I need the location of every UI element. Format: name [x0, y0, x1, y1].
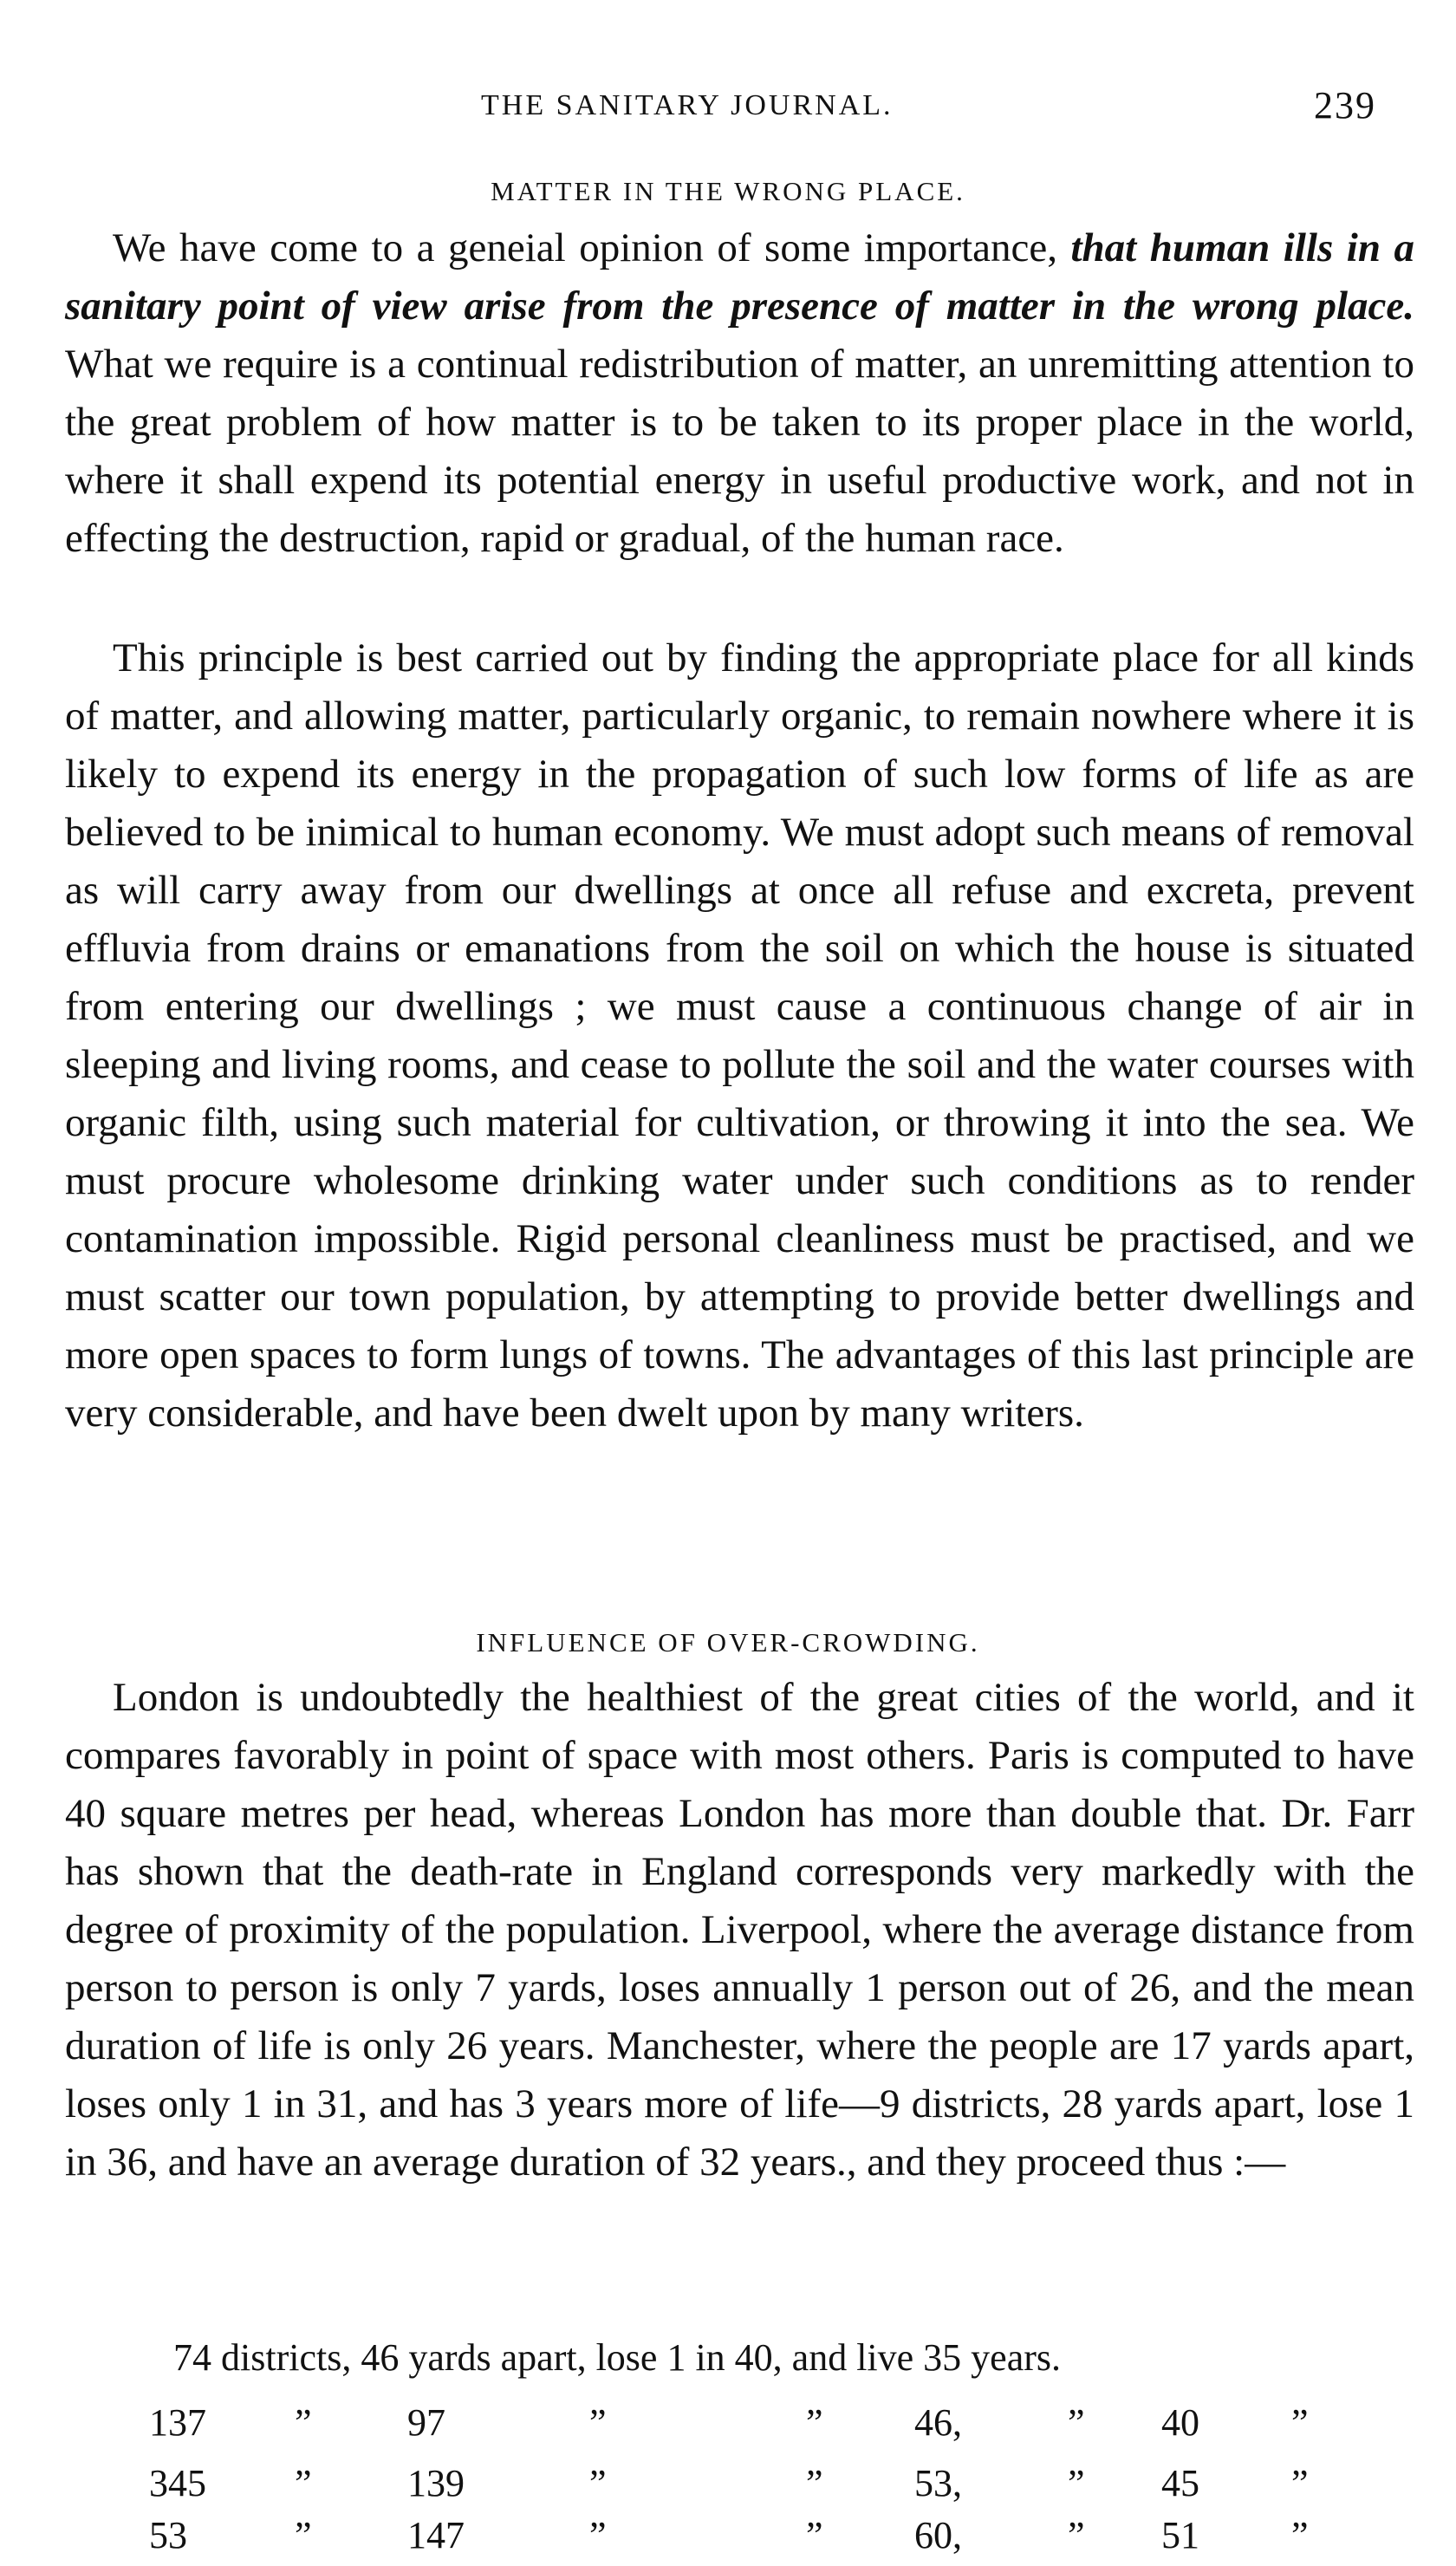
italic-emphasis: that human ills in a sanitary point of view arise from the presence of matter in the wrong place.	[65, 225, 1414, 329]
districts-cell: 345	[149, 2462, 206, 2504]
paragraph-matter-2: This principle is best carried out by finding the appropriate place for all kinds of matter, and allowing matter, particularly organic, to remain nowhere where it is likely to expend its energy in the propagation of such low forms of life as are believed to be inimical to human economy. We must adopt such means of removal as will carry away from our dwellings at once all refuse and excreta, prevent effluvia from drains or emanations from the soil on which the house is situated from entering our dwellings ; we must cause a continuous change of air in sleeping and living rooms, and cease to pollute the soil and the water courses with organic filth, using such material for cultivation, or throwing it into the sea. We must procure wholesome drinking water under such conditions as to render contamination impossible. Rigid personal cleanliness must be practised, and we must scatter our town population, by attempting to provide better dwellings and more open spaces to form lungs of towns. The advantages of this last principle are very considerable, and have been dwelt upon by many writers.	[65, 635, 1414, 1436]
ditto-mark: ”	[295, 2401, 312, 2444]
running-head	[0, 80, 1456, 132]
paragraph-overcrowding-1: London is undoubtedly the healthiest of the great cities of the world, and it compares favorably in point of space with most others. Paris is computed to have 40 square metres per head, whereas London has more than double that. Dr. Farr has shown that the death-rate in England corresponds very markedly with the degree of proximity of the population. Liverpool, where the average distance from person to person is only 7 yards, loses annually 1 person out of 26, and the mean duration of life is only 26 years. Manchester, where the people are 17 yards apart, loses only 1 in 31, and has 3 years more of life—9 districts, 28 yards apart, lose 1 in 36, and have an average duration of 32 years., and they proceed thus :—	[65, 1675, 1414, 2185]
ditto-mark: ”	[589, 2401, 607, 2444]
live-cell: 51	[1161, 2514, 1199, 2556]
ditto-mark: ”	[806, 2401, 823, 2444]
yards-cell: 139	[407, 2462, 465, 2504]
table-first-row: 74 districts, 46 yards apart, lose 1 in 40, and live 35 years.	[173, 2336, 1062, 2379]
running-title: THE SANITARY JOURNAL.	[481, 89, 894, 121]
paragraph-text: We have come to a geneial opinion of some importance,	[113, 225, 1071, 270]
lose-cell: 53,	[914, 2462, 962, 2504]
yards-cell: 97	[407, 2401, 445, 2444]
ditto-mark: ”	[1291, 2462, 1309, 2504]
ditto-mark: ”	[295, 2514, 312, 2556]
ditto-mark: ”	[1068, 2514, 1085, 2556]
ditto-mark: ”	[806, 2462, 823, 2504]
live-cell: 40	[1161, 2401, 1199, 2444]
lose-cell: 46,	[914, 2401, 962, 2444]
section-heading-matter: MATTER IN THE WRONG PLACE.	[491, 176, 965, 206]
section-heading-overcrowding: INFLUENCE OF OVER-CROWDING.	[476, 1627, 980, 1657]
ditto-mark: ”	[1291, 2514, 1309, 2556]
ditto-mark: ”	[1068, 2401, 1085, 2444]
ditto-mark: ”	[806, 2514, 823, 2556]
table-row	[0, 2393, 1456, 2453]
page-number: 239	[1314, 84, 1376, 127]
live-cell: 45	[1161, 2462, 1199, 2504]
paragraph-matter-1	[65, 219, 1414, 568]
table-row	[0, 2505, 1456, 2566]
ditto-mark: ”	[1068, 2462, 1085, 2504]
districts-cell: 53	[149, 2514, 187, 2556]
ditto-mark: ”	[295, 2462, 312, 2504]
districts-cell: 137	[149, 2401, 206, 2444]
yards-cell: 147	[407, 2514, 465, 2556]
lose-cell: 60,	[914, 2514, 962, 2556]
ditto-mark: ”	[589, 2462, 607, 2504]
ditto-mark: ”	[1291, 2401, 1309, 2444]
ditto-mark: ”	[589, 2514, 607, 2556]
paragraph-text: What we require is a continual redistribution of matter, an unremitting attention to the great problem of how matter is to be taken to its proper place in the world, where it shall expend its potential energy in useful productive work, and not in effecting the destruction, rapid or gradual, of the human race.	[65, 342, 1414, 561]
